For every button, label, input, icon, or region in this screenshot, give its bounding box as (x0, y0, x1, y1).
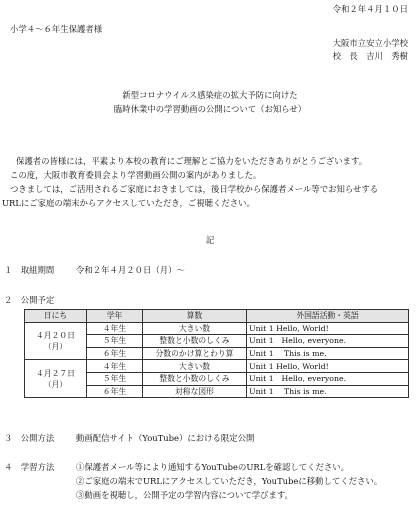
math-cell: 整数と小数のしくみ (143, 372, 247, 385)
notice-date: 令和２年４月１０日 (332, 4, 408, 14)
item-1-label: １ 取組期間 (4, 265, 55, 275)
item-2-label: ２ 公開予定 (4, 295, 55, 305)
lang-cell: Unit 1 Hello, World! (247, 322, 409, 335)
table-row (25, 322, 409, 335)
grade-cell: ５年生 (87, 372, 143, 385)
lang-cell: Unit 1 This is me. (247, 385, 409, 398)
date-day: （月） (43, 341, 68, 351)
item-3-value: 動画配信サイト（YouTube）における限定公開 (76, 433, 255, 443)
body-paragraph-4: URLにご家庭の端末からアクセスしていただき，ご視聴ください。 (2, 198, 255, 208)
ki-heading: 記 (205, 235, 215, 245)
table-row (25, 360, 409, 373)
grade-cell: ６年生 (87, 385, 143, 398)
grade-cell: ６年生 (87, 347, 143, 360)
step-2: ②ご家庭の端末でURLにアクセスしていただき，YouTubeに移動してください。 (76, 476, 383, 486)
sender-school: 大阪市立安立小学校 (332, 38, 408, 48)
item-3-label: ３ 公開方法 (4, 433, 55, 443)
date-cell (25, 322, 87, 360)
math-cell: 整数と小数のしくみ (143, 335, 247, 348)
item-1-value: 令和２年４月２０日（月）～ (76, 265, 185, 275)
schedule-table (24, 309, 409, 398)
math-cell: 対称な図形 (143, 385, 247, 398)
header-grade: 学年 (87, 310, 143, 323)
title-line-2: 臨時休業中の学習動画の公開について（お知らせ） (113, 104, 307, 114)
grade-cell: ４年生 (87, 360, 143, 373)
step-1: ①保護者メール等により通知するYouTubeのURLを確認してください。 (76, 462, 350, 472)
body-paragraph-1: 保護者の皆様には，平素より本校の教育にご理解とご協力をいただきありがとうございます。 (16, 156, 368, 166)
schedule-header-row (25, 310, 409, 323)
math-cell: 大きい数 (143, 360, 247, 373)
date-main: ４月２０日 (36, 330, 75, 340)
date-day: （月） (43, 379, 68, 389)
step-3: ③動画を視聴し，公開予定の学習内容について学びます。 (76, 490, 293, 500)
header-lang: 外国語活動・英語 (247, 310, 409, 323)
item-4-label: ４ 学習方法 (4, 462, 55, 472)
math-cell: 大きい数 (143, 322, 247, 335)
body-paragraph-2: この度，大阪市教育委員会より学習動画公開の案内がありました。 (10, 170, 262, 180)
lang-cell: Unit 1 Hello, everyone. (247, 335, 409, 348)
grade-cell: ４年生 (87, 322, 143, 335)
title-line-1: 新型コロナウイルス感染症の拡大予防に向けた (122, 90, 298, 100)
addressee: 小学４～６年生保護者様 (10, 24, 103, 34)
body-paragraph-3: つきましては，ご活用されるご家庭におきましては，後日学校から保護者メール等でお知らせする (10, 184, 379, 194)
header-math: 算数 (143, 310, 247, 323)
lang-cell: Unit 1 This is me. (247, 347, 409, 360)
date-cell (25, 360, 87, 398)
date-main: ４月２７日 (36, 368, 75, 378)
header-date: 日にち (25, 310, 87, 323)
sender-principal: 校 長 吉川 秀樹 (332, 51, 408, 61)
math-cell: 分数のかけ算とわり算 (143, 347, 247, 360)
grade-cell: ５年生 (87, 335, 143, 348)
lang-cell: Unit 1 Hello, everyone. (247, 372, 409, 385)
lang-cell: Unit 1 Hello, World! (247, 360, 409, 373)
